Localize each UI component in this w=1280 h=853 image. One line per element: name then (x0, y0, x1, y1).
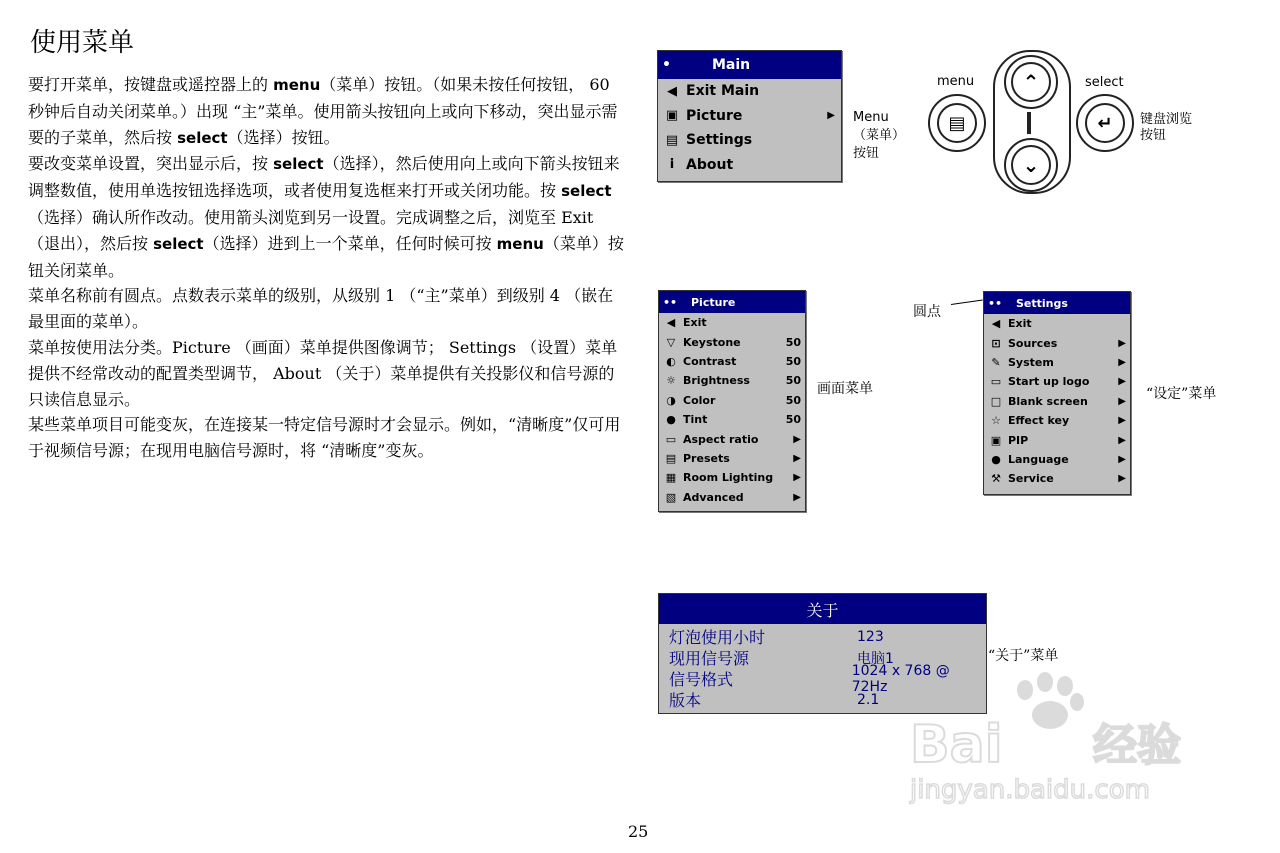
menu-item-label: Brightness (683, 374, 750, 388)
select-key-label: select (1085, 75, 1124, 90)
level-dots: •• (663, 295, 678, 309)
about-row (659, 626, 986, 647)
submenu-arrow-icon: ▶ (1118, 453, 1126, 465)
about-row-key: 信号格式 (669, 670, 734, 689)
menu-key-label: menu (937, 74, 975, 89)
body-text (28, 72, 628, 464)
menu-item[interactable] (984, 392, 1130, 411)
menu-item[interactable] (659, 313, 805, 332)
menu-item-icon: ⊡ (991, 336, 1001, 350)
submenu-arrow-icon: ▶ (1118, 376, 1126, 388)
about-menu-caption: “关于”菜单 (988, 648, 1059, 664)
picture-menu-header (659, 291, 805, 313)
menu-button-label-cn1: （菜单） (853, 128, 906, 143)
menu-item-icon: ▧ (665, 490, 677, 504)
menu-item-icon: ⚒ (991, 472, 1001, 486)
menu-item-value: 50 (785, 393, 801, 407)
submenu-arrow-icon: ▶ (1118, 434, 1126, 446)
select-key[interactable] (1076, 94, 1134, 152)
menu-item[interactable] (984, 411, 1130, 430)
menu-item[interactable] (984, 314, 1130, 333)
menu-item[interactable] (659, 468, 805, 487)
menu-button-label-en: Menu (853, 110, 889, 125)
body-paragraph: 菜单名称前有圆点。点数表示菜单的级别，从级别 1 （“主”菜单）到级别 4 （嵌在最里面的菜单）。 (28, 286, 614, 332)
menu-item-label: Tint (683, 413, 708, 427)
menu-item-label: Advanced (683, 490, 744, 504)
menu-item-label: Exit Main (686, 83, 760, 100)
menu-item-label: Color (683, 393, 716, 407)
menu-item-label: Blank screen (1008, 394, 1088, 408)
menu-item-label: Keystone (683, 335, 741, 349)
svg-text:Bai: Bai (910, 715, 1003, 775)
about-row-value: 电脑1 (857, 650, 894, 667)
submenu-arrow-icon: ▶ (1118, 415, 1126, 427)
main-menu-header (658, 51, 841, 79)
menu-item[interactable] (984, 430, 1130, 449)
chevron-down-icon: ⌄ (1011, 145, 1051, 185)
menu-item-icon: ◑ (666, 393, 676, 407)
nav-keys-caption (1140, 112, 1192, 144)
key-name: select (561, 182, 612, 201)
submenu-arrow-icon: ▶ (1118, 337, 1126, 349)
menu-item-icon: ▤ (665, 132, 679, 148)
menu-item-label: System (1008, 355, 1054, 369)
picture-menu (658, 290, 806, 512)
level-dots: •• (988, 296, 1003, 310)
key-name: menu (496, 234, 544, 253)
about-row-value: 123 (857, 628, 884, 645)
menu-item-icon: ▭ (990, 375, 1002, 389)
menu-item-label: Exit (683, 316, 707, 330)
menu-item-icon: ● (666, 413, 676, 427)
menu-item[interactable] (659, 488, 805, 507)
menu-item[interactable] (659, 449, 805, 468)
about-row-value: 2.1 (857, 691, 880, 708)
settings-menu-header (984, 292, 1130, 314)
settings-menu (983, 291, 1131, 495)
menu-item-label: Aspect ratio (683, 432, 759, 446)
menu-item-icon: ◀ (666, 316, 676, 330)
pad-divider (1027, 112, 1031, 134)
menu-item-icon: ◀ (667, 83, 677, 99)
main-menu (657, 50, 842, 182)
key-name: select (273, 155, 324, 174)
menu-item-label: PIP (1008, 433, 1029, 447)
menu-item-icon: ✎ (991, 355, 1001, 369)
body-paragraph: 某些菜单项目可能变灰，在连接某一特定信号源时才会显示。例如，“清晰度”仅可用于视频信号源；在现用电脑信号源时，将 “清晰度”变灰。 (28, 415, 621, 461)
menu-item-icon: ◐ (666, 354, 676, 368)
down-key[interactable] (1004, 138, 1058, 192)
menu-item-label: Contrast (683, 354, 737, 368)
menu-item-label: Exit (1008, 317, 1032, 331)
menu-item-icon: ● (991, 452, 1001, 466)
menu-item-label: Picture (686, 107, 743, 124)
settings-menu-title: Settings (1016, 296, 1068, 310)
submenu-arrow-icon: ▶ (1118, 395, 1126, 407)
submenu-arrow-icon: ▶ (1118, 473, 1126, 485)
menu-item[interactable] (659, 371, 805, 390)
submenu-arrow-icon: ▶ (793, 433, 801, 445)
menu-item-icon: ▣ (990, 433, 1002, 447)
about-row-value: 1024 x 768 @ 72Hz (851, 662, 950, 695)
menu-item-icon: i (669, 157, 675, 173)
submenu-arrow-icon: ▶ (793, 472, 801, 484)
menu-item-label: Language (1008, 452, 1069, 466)
key-name: select (153, 234, 204, 253)
menu-item[interactable] (658, 79, 841, 104)
enter-icon: ↵ (1085, 103, 1125, 143)
menu-item-label: About (686, 156, 734, 173)
menu-item[interactable] (659, 391, 805, 410)
menu-button-label-cn (853, 127, 905, 163)
main-menu-title: Main (712, 57, 751, 73)
nav-caption-line1: 键盘浏览 (1140, 112, 1193, 127)
menu-item[interactable] (659, 429, 805, 448)
settings-menu-caption: “设定”菜单 (1146, 386, 1217, 402)
body-paragraph: 要改变菜单设置，突出显示后，按 select（选择），然后使用向上或向下箭头按钮来调整数值，使用单选按钮选择选项，或者使用复选框来打开或关闭功能。按 select（选择）确认所作改动。使用箭头浏览到另一设置。完成调整之后，浏览至 Exit （退出），然后按 select（选择）进到上一个菜单，任何时候可按 menu（菜单）按钮关闭菜单。 (28, 154, 624, 280)
body-paragraph: 菜单按使用法分类。Picture （画面）菜单提供图像调节； Settings （设置）菜单提供不经常改动的配置类型调节， About （关于）菜单提供有关投影仪和信号源的只读信息显示。 (28, 337, 618, 409)
menu-item[interactable] (659, 332, 805, 351)
submenu-arrow-icon: ▶ (793, 452, 801, 464)
menu-item-label: Service (1008, 472, 1054, 486)
submenu-arrow-icon: ▶ (1118, 356, 1126, 368)
menu-item-label: Effect key (1008, 414, 1070, 428)
menu-item-value: 50 (785, 374, 801, 388)
about-row-key: 现用信号源 (669, 649, 750, 668)
menu-item-icon: ▣ (665, 108, 679, 124)
menu-icon: ▤ (937, 103, 977, 143)
page-number: 25 (628, 822, 649, 841)
level-dots: • (662, 57, 671, 73)
menu-item[interactable] (984, 450, 1130, 469)
dot-label: 圆点 (913, 304, 941, 320)
menu-item-label: Settings (686, 132, 753, 149)
menu-item[interactable] (658, 104, 841, 129)
menu-item-icon: □ (990, 394, 1002, 408)
baidu-watermark-logo (905, 660, 1205, 805)
menu-button-label (853, 110, 889, 125)
key-name: menu (273, 76, 321, 94)
about-panel-header: 关于 (659, 594, 986, 624)
chevron-up-icon: ⌃ (1011, 62, 1051, 102)
svg-text:经验: 经验 (1093, 720, 1181, 771)
page-title: 使用菜单 (30, 28, 135, 58)
menu-button-label-cn2: 按钮 (853, 146, 880, 161)
menu-item[interactable] (984, 469, 1130, 488)
body-paragraph: 要打开菜单，按键盘或遥控器上的 menu（菜单）按钮。（如果未按任何按钮， 60 秒钟后自动关闭菜单。）出现 “主”菜单。使用箭头按钮向上或向下移动，突出显示需要的子菜单，然后按 select（选择）按钮。 (28, 75, 618, 147)
menu-item[interactable] (984, 333, 1130, 352)
menu-item-icon: ▦ (665, 471, 677, 485)
submenu-arrow-icon: ▶ (827, 110, 835, 122)
menu-item-value: 50 (785, 413, 801, 427)
menu-item-label: Presets (683, 451, 730, 465)
nav-caption-line2: 按钮 (1140, 128, 1167, 143)
menu-item[interactable] (658, 153, 841, 178)
menu-item-icon: ▽ (666, 335, 676, 349)
menu-item-icon: ☼ (666, 374, 676, 388)
menu-item[interactable] (659, 352, 805, 371)
menu-item-label: Start up logo (1008, 375, 1090, 389)
menu-key[interactable] (928, 94, 986, 152)
menu-item-icon: ◀ (991, 317, 1001, 331)
picture-menu-title: Picture (691, 295, 736, 309)
menu-item[interactable] (984, 372, 1130, 391)
submenu-arrow-icon: ▶ (793, 491, 801, 503)
menu-item-value: 50 (785, 335, 801, 349)
up-key[interactable] (1004, 55, 1058, 109)
svg-text:jingyan.baidu.com: jingyan.baidu.com (910, 775, 1150, 805)
about-row-key: 灯泡使用小时 (669, 628, 766, 647)
menu-item[interactable] (984, 353, 1130, 372)
picture-menu-caption: 画面菜单 (817, 381, 873, 397)
menu-item-label: Room Lighting (683, 471, 774, 485)
menu-item-label: Sources (1008, 336, 1058, 350)
key-name: select (177, 128, 228, 147)
menu-item[interactable] (659, 410, 805, 429)
menu-item[interactable] (658, 128, 841, 153)
dot-leader-line (951, 300, 983, 305)
about-row-key: 版本 (669, 691, 702, 710)
menu-item-icon: ▭ (665, 432, 677, 446)
menu-item-value: 50 (785, 354, 801, 368)
menu-item-icon: ☆ (991, 414, 1001, 428)
menu-item-icon: ▤ (665, 451, 677, 465)
